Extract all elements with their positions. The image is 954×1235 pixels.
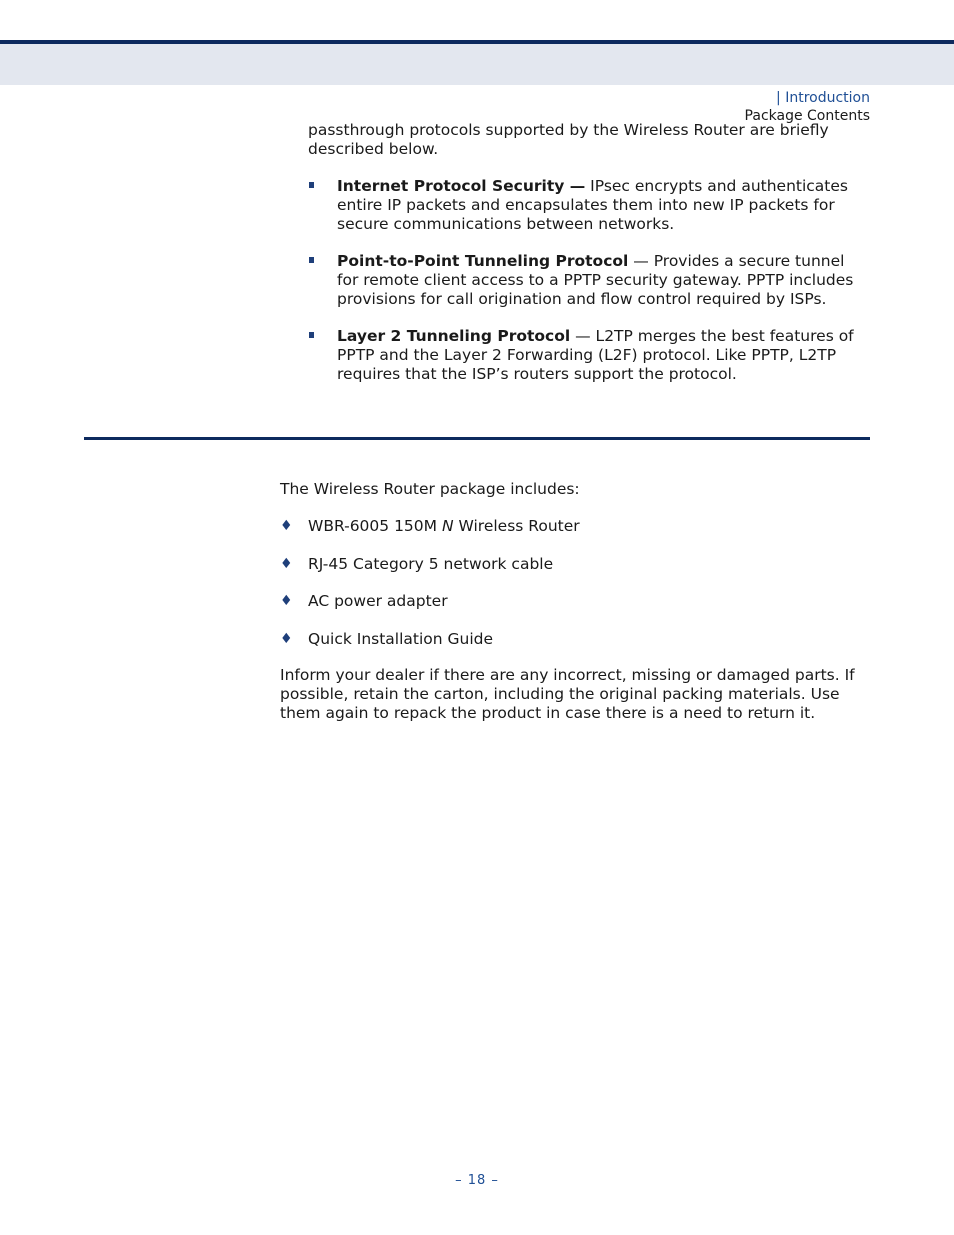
running-header bbox=[0, 44, 954, 124]
package-intro: The Wireless Router package includes: bbox=[280, 480, 580, 498]
section-divider bbox=[84, 437, 870, 440]
list-item-term: Layer 2 Tunneling Protocol bbox=[337, 327, 571, 345]
list-item-cable bbox=[280, 555, 870, 574]
list-item-text: Quick Installation Guide bbox=[308, 629, 494, 648]
list-item-ipsec bbox=[308, 177, 868, 234]
list-item-term: Internet Protocol Security — bbox=[337, 177, 586, 195]
square-bullet-icon bbox=[309, 257, 314, 263]
diamond-bullet-icon: ♦ bbox=[280, 518, 293, 534]
diamond-bullet-icon: ♦ bbox=[280, 630, 293, 647]
list-item-text: — Provides a secure tunnel for remote client access to a PPTP security gateway. PPTP includes provisions for call origination and flow control required by ISPs. bbox=[337, 252, 854, 308]
list-item-italic: N bbox=[441, 517, 454, 535]
list-item-guide bbox=[280, 630, 870, 649]
list-item-text: Wireless Router bbox=[453, 517, 580, 535]
list-item-text: IPsec encrypts and authenticates entire IP packets and encapsulates them into new IP packets for secure communications between networks. bbox=[337, 177, 848, 233]
list-item-text: WBR-6005 150M bbox=[308, 517, 442, 535]
list-item-l2tp bbox=[308, 327, 868, 384]
header-text bbox=[745, 89, 870, 125]
protocol-list bbox=[308, 177, 868, 402]
list-item-adapter bbox=[280, 592, 870, 611]
list-item-term: Point-to-Point Tunneling Protocol bbox=[337, 252, 629, 270]
list-item-pptp bbox=[308, 252, 868, 309]
header-chapter: | Introduction bbox=[776, 90, 870, 106]
list-item-text: AC power adapter bbox=[308, 592, 448, 610]
package-contents-list bbox=[280, 517, 870, 667]
closing-paragraph: Inform your dealer if there are any incorrect, missing or damaged parts. If possible, retain the carton, including the original packing materials. Use them again to repack the product in case there is a need to return it. bbox=[280, 666, 855, 722]
header-section: Package Contents bbox=[744, 108, 870, 124]
page-number: – 18 – bbox=[455, 1173, 499, 1188]
passthrough-intro: passthrough protocols supported by the Wireless Router are briefly described below. bbox=[308, 121, 829, 158]
square-bullet-icon bbox=[309, 182, 314, 188]
list-item-text: — L2TP merges the best features of PPTP and the Layer 2 Forwarding (L2F) protocol. Like PPTP, L2TP requires that the ISP’s routers support the protocol. bbox=[337, 327, 854, 383]
square-bullet-icon bbox=[309, 332, 314, 338]
list-item-router bbox=[280, 517, 870, 536]
diamond-bullet-icon: ♦ bbox=[280, 555, 293, 572]
list-item-text: RJ-45 Category 5 network cable bbox=[308, 554, 554, 573]
diamond-bullet-icon: ♦ bbox=[280, 593, 293, 609]
